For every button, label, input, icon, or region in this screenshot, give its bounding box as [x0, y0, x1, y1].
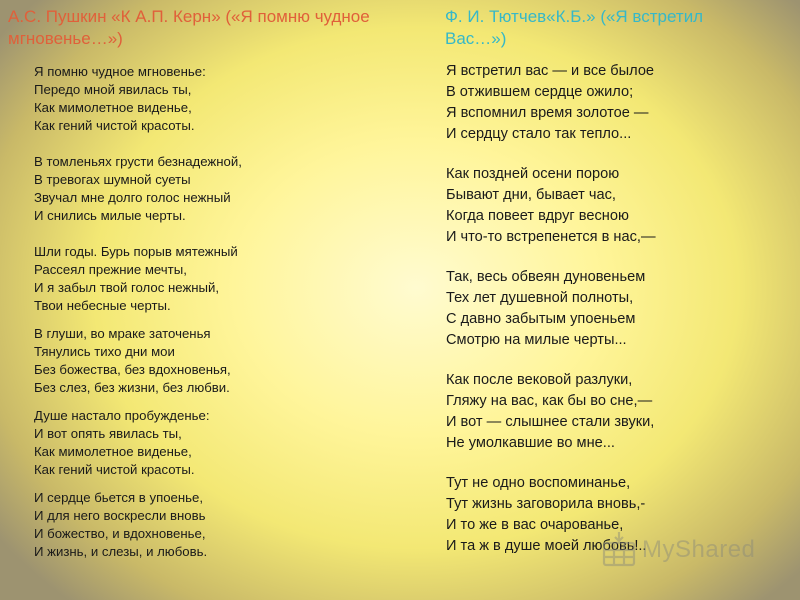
pushkin-line: Рассеял прежние мечты, — [34, 262, 187, 277]
watermark-text: MyShared — [642, 536, 756, 563]
pushkin-stanza-5 — [34, 407, 242, 479]
tyutchev-line: Как после вековой разлуки, — [446, 372, 633, 388]
tyutchev-line: Тут жизнь заговорила вновь,- — [446, 496, 646, 512]
tyutchev-line: Тех лет душевной полноты, — [446, 290, 634, 306]
pushkin-line: В тревогах шумной суеты — [34, 172, 191, 187]
tyutchev-line: Когда повеет вдруг весною — [446, 208, 629, 224]
pushkin-line: В глуши, во мраке заточенья — [34, 326, 211, 341]
tyutchev-line: Я встретил вас — и все былое — [446, 63, 655, 79]
pushkin-line: И я забыл твой голос нежный, — [34, 280, 220, 295]
pushkin-line: Как гений чистой красоты. — [34, 462, 195, 477]
tyutchev-line: И что-то встрепенется в нас,— — [446, 229, 656, 245]
tyutchev-stanza-4 — [446, 370, 656, 454]
tyutchev-line: С давно забытым упоеньем — [446, 311, 636, 327]
tyutchev-line: Смотрю на милые черты... — [446, 332, 627, 348]
pushkin-line: И вот опять явилась ты, — [34, 426, 182, 441]
pushkin-line: Я помню чудное мгновенье: — [34, 64, 206, 79]
pushkin-line: Без слез, без жизни, без любви. — [34, 380, 230, 395]
tyutchev-line: И то же в вас очарованье, — [446, 517, 624, 533]
tyutchev-line: И вот — слышнее стали звуки, — [446, 414, 655, 430]
pushkin-line: Без божества, без вдохновенья, — [34, 362, 231, 377]
pushkin-line: Как мимолетное виденье, — [34, 100, 192, 115]
pushkin-line: И жизнь, и слезы, и любовь. — [34, 544, 208, 559]
myshared-logo-icon — [598, 529, 640, 571]
pushkin-title: А.С. Пушкин «К А.П. Керн» («Я помню чудное мгновенье…») — [8, 7, 370, 48]
pushkin-line: И сердце бьется в упоенье, — [34, 490, 204, 505]
pushkin-stanza-4 — [34, 325, 242, 397]
pushkin-line: Шли годы. Бурь порыв мятежный — [34, 244, 238, 259]
tyutchev-line: Не умолкавшие во мне... — [446, 435, 615, 451]
pushkin-line: В томленьях грусти безнадежной, — [34, 154, 242, 169]
tyutchev-stanza-3 — [446, 267, 656, 351]
pushkin-line: Твои небесные черты. — [34, 298, 171, 313]
tyutchev-line: И сердцу стало так тепло... — [446, 126, 632, 142]
pushkin-stanza-3 — [34, 243, 242, 315]
tyutchev-title: Ф. И. Тютчев«К.Б.» («Я встретил Вас…») — [445, 7, 704, 48]
pushkin-line: Тянулись тихо дни мои — [34, 344, 175, 359]
tyutchev-stanza-1 — [446, 61, 656, 145]
tyutchev-line: Я вспомнил время золотое — — [446, 105, 649, 121]
pushkin-line: Как мимолетное виденье, — [34, 444, 192, 459]
pushkin-line: Душе настало пробужденье: — [34, 408, 210, 423]
pushkin-stanza-6 — [34, 489, 242, 561]
tyutchev-line: Так, весь обвеян дуновеньем — [446, 269, 646, 285]
tyutchev-poem — [446, 61, 656, 576]
pushkin-stanza-2 — [34, 153, 242, 225]
pushkin-line: Передо мной явилась ты, — [34, 82, 192, 97]
pushkin-line: Как гений чистой красоты. — [34, 118, 195, 133]
tyutchev-line: Бывают дни, бывает час, — [446, 187, 616, 203]
pushkin-line: И снились милые черты. — [34, 208, 186, 223]
myshared-watermark — [598, 528, 798, 572]
pushkin-line: И божество, и вдохновенье, — [34, 526, 206, 541]
tyutchev-line: Как поздней осени порою — [446, 166, 620, 182]
pushkin-stanza-1 — [34, 63, 242, 135]
tyutchev-stanza-2 — [446, 164, 656, 248]
pushkin-line: И для него воскресли вновь — [34, 508, 206, 523]
tyutchev-line: И та ж в душе моей любовь!.. — [446, 538, 647, 554]
tyutchev-line: В отжившем сердце ожило; — [446, 84, 634, 100]
pushkin-poem — [34, 63, 242, 579]
tyutchev-line: Тут не одно воспоминанье, — [446, 475, 631, 491]
pushkin-line: Звучал мне долго голос нежный — [34, 190, 231, 205]
tyutchev-line: Гляжу на вас, как бы во сне,— — [446, 393, 653, 409]
